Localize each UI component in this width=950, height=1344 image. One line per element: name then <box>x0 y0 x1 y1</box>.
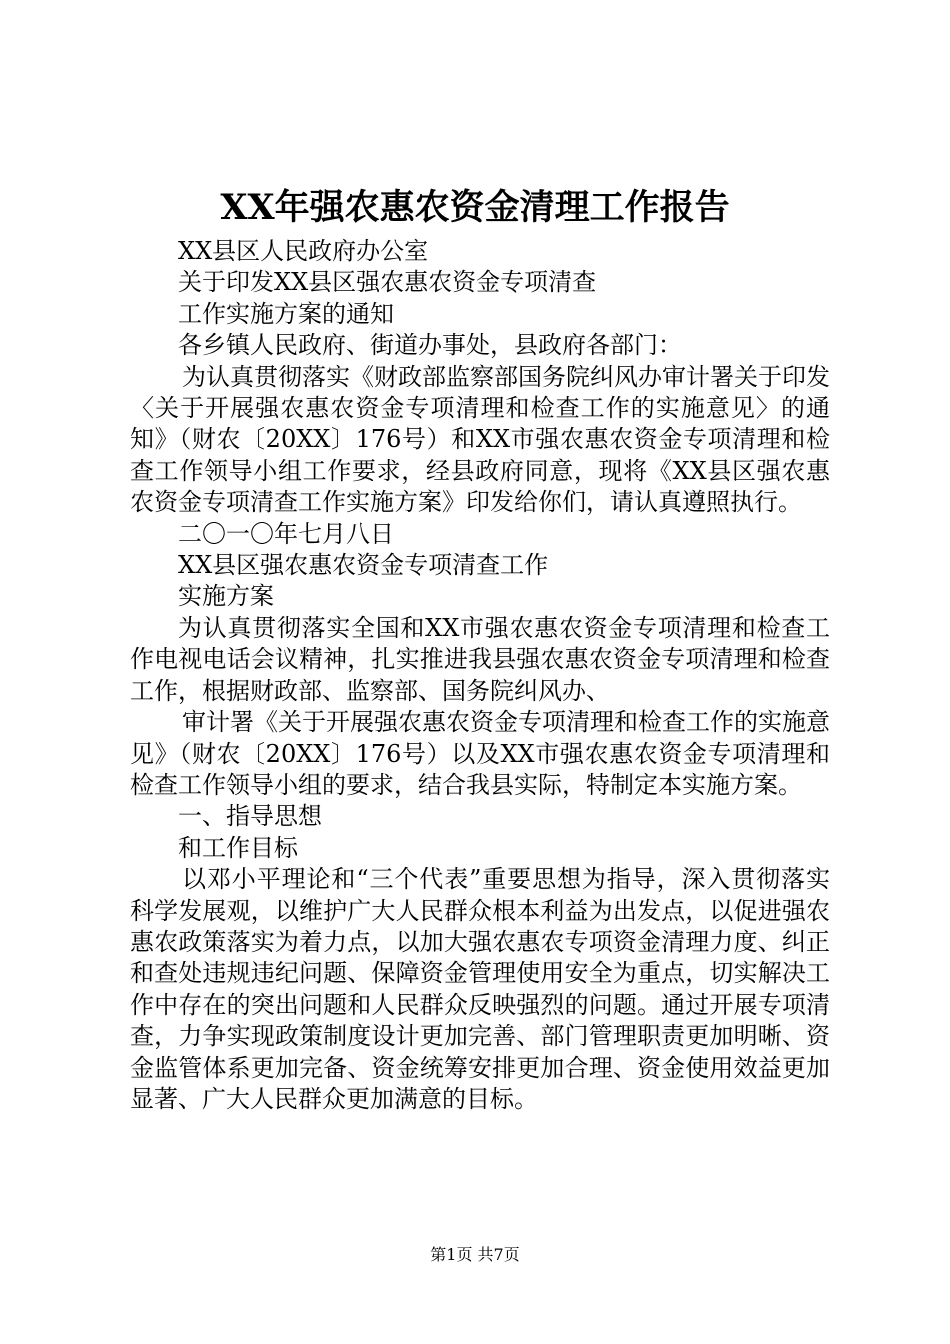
section-heading-work-goals: 和工作目标 <box>178 833 298 862</box>
paragraph-guiding-thought-body: 以邓小平理论和“三个代表”重要思想为指导，深入贯彻落实科学发展观，以维护广大人民群众根本利益为出发点，以促进强农惠农政策落实为着力点，以加大强农惠农专项资金清理力度、纠正和查处违规违纪问题、保障资金管理使用安全为重点，切实解决工作中存在的突出问题和人民群众反映强烈的问题。通过开展专项清查，力争实现政策制度设计更加完善、部门管理职责更加明晰、资金监管体系更加完备、资金统筹安排更加合理、资金使用效益更加显著、广大人民群众更加满意的目标。 <box>130 865 830 1113</box>
paragraph-notice-body: 为认真贯彻落实《财政部监察部国务院纠风办审计署关于印发〈关于开展强农惠农资金专项清理和检查工作的实施意见〉的通知》（财农〔20XX〕176号）和XX市强农惠农资金专项清理和检查工作领导小组工作要求，经县政府同意，现将《XX县区强农惠农资金专项清查工作实施方案》印发给你们，请认真遵照执行。 <box>130 362 830 517</box>
paragraph-notice-title-line1: 关于印发XX县区强农惠农资金专项清查 <box>178 268 597 297</box>
document-title: XX年强农惠农资金清理工作报告 <box>220 187 730 228</box>
section-heading-guiding-thought: 一、指导思想 <box>178 802 322 831</box>
document-body <box>130 236 830 1115</box>
paragraph-date: 二〇一〇年七月八日 <box>178 519 394 548</box>
paragraph-addressee: 各乡镇人民政府、街道办事处，县政府各部门： <box>178 331 682 360</box>
paragraph-office-name: XX县区人民政府办公室 <box>178 237 429 265</box>
paragraph-notice-title-line2: 工作实施方案的通知 <box>178 299 394 328</box>
paragraph-plan-intro: 为认真贯彻落实全国和XX市强农惠农资金专项清理和检查工作电视电话会议精神，扎实推进我县强农惠农资金专项清理和检查工作，根据财政部、监察部、国务院纠风办、 <box>130 613 830 705</box>
paragraph-plan-title-line1: XX县区强农惠农资金专项清查工作 <box>178 551 549 580</box>
paragraph-plan-title-line2: 实施方案 <box>178 582 274 611</box>
page-indicator: 第1页 共7页 <box>430 1245 520 1264</box>
paragraph-plan-basis: 审计署《关于开展强农惠农资金专项清理和检查工作的实施意见》（财农〔20XX〕176号）以及XX市强农惠农资金专项清理和检查工作领导小组的要求，结合我县实际，特制定本实施方案。 <box>130 708 830 799</box>
